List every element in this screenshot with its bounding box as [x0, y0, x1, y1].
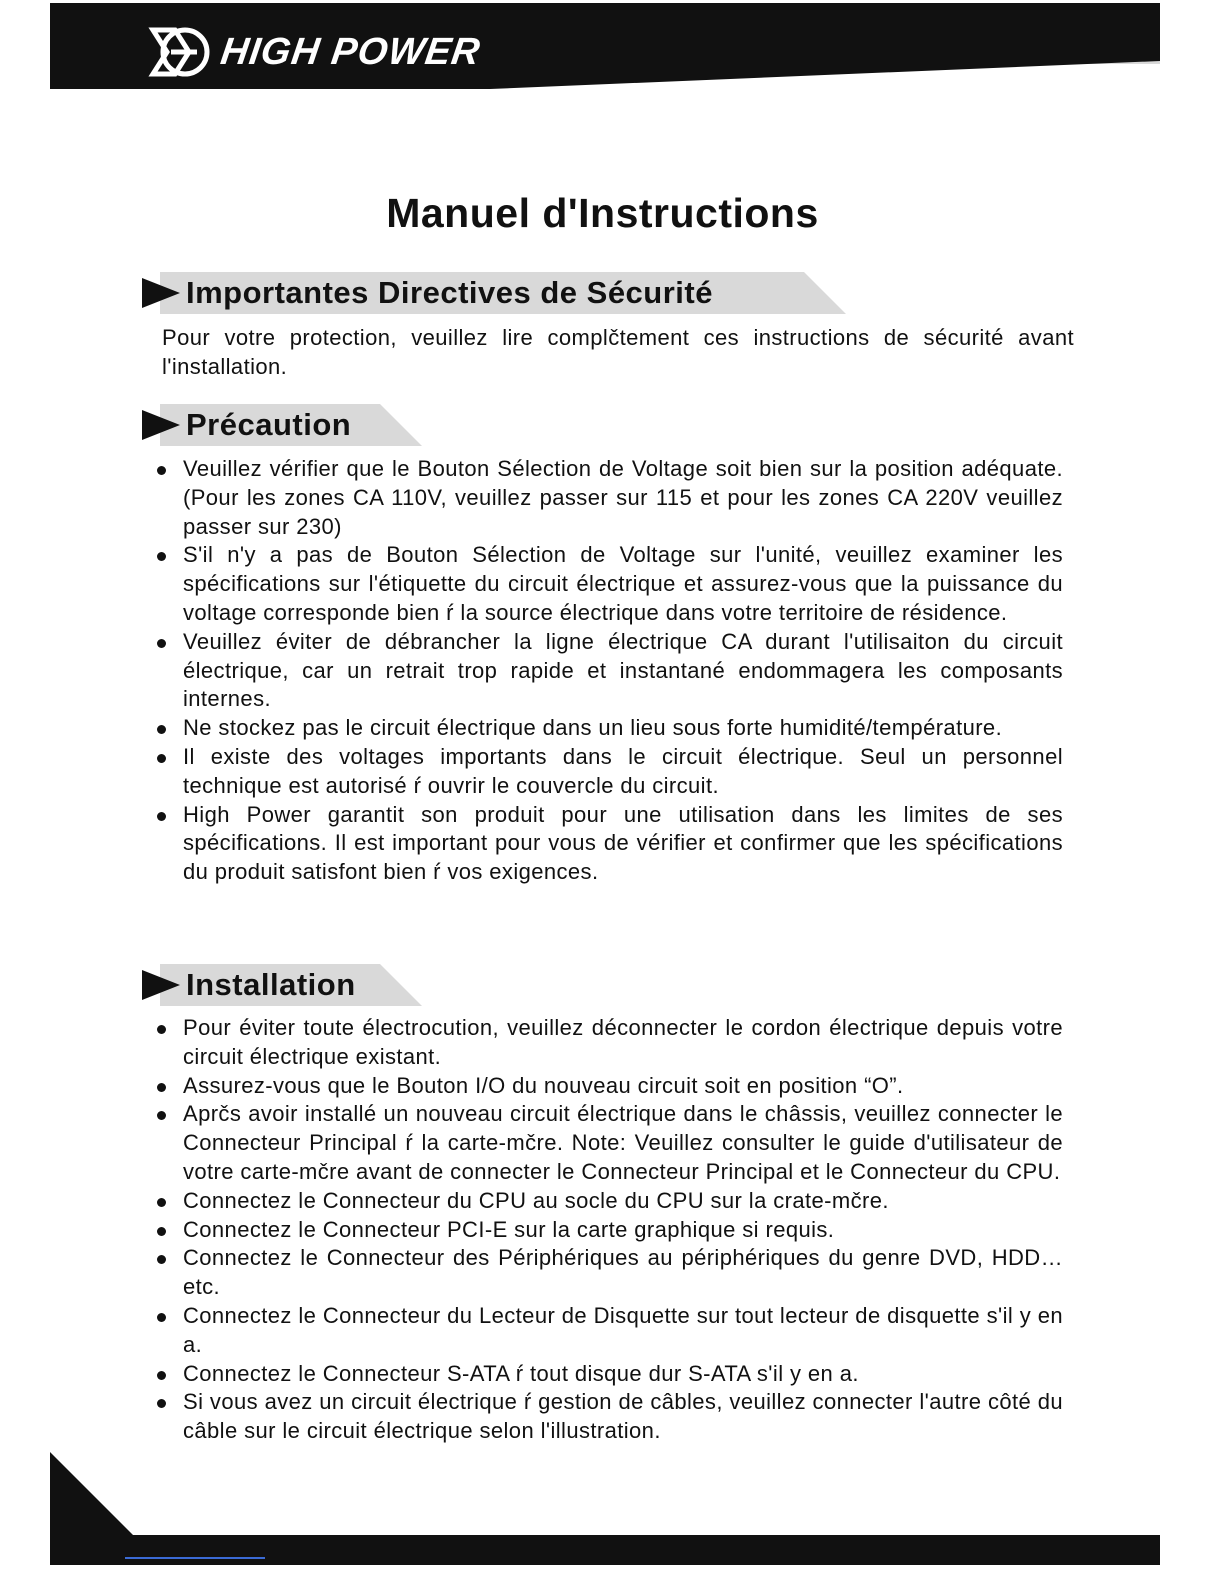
bullet-icon [157, 1255, 166, 1264]
precaution-list [155, 455, 1063, 887]
page-title: Manuel d'Instructions [386, 190, 819, 236]
footer-bar [50, 1535, 1160, 1565]
list-item-text: Connectez le Connecteur du Lecteur de Disquette sur tout lecteur de disquette s'il y en a. [183, 1302, 1063, 1357]
list-item [155, 1072, 1063, 1101]
bullet-icon [157, 1083, 166, 1092]
list-item [155, 1216, 1063, 1245]
list-item [155, 1360, 1063, 1389]
footer-corner-triangle [50, 1452, 140, 1542]
bullet-icon [157, 1371, 166, 1380]
list-item-text: Pour éviter toute électrocution, veuillez déconnecter le cordon électrique depuis votre circuit électrique existant. [183, 1015, 1063, 1069]
bullet-icon [157, 1111, 166, 1120]
brand-logo [145, 22, 484, 82]
bullet-icon [157, 466, 166, 475]
list-item-text: Connectez le Connecteur PCI-E sur la carte graphique si requis. [183, 1216, 835, 1242]
arrow-right-icon [142, 410, 180, 440]
list-item-text: Connectez le Connecteur S-ATA ŕ tout disque dur S-ATA s'il y en a. [183, 1360, 859, 1386]
section-heading-label: Importantes Directives de Sécurité [186, 275, 713, 310]
list-item-text: Si vous avez un circuit électrique ŕ gestion de câbles, veuillez connecter l'autre côté du câble sur le circuit électrique selon l'illustration. [183, 1389, 1063, 1444]
arrow-right-icon [142, 970, 180, 1000]
list-item-text: Il existe des voltages importants dans le circuit électrique. Seul un personnel technique est autorisé ŕ ouvrir le couvercle du circuit. [183, 743, 1063, 798]
arrow-right-icon [142, 278, 180, 308]
section-heading-safety [142, 272, 713, 314]
list-item-text: S'il n'y a pas de Bouton Sélection de Voltage sur l'unité, veuillez examiner les spécifications sur l'étiquette du circuit électrique et assurez-vous que la puissance du voltage corresponde bien ŕ la source électrique dans votre territoire de résidence. [183, 542, 1063, 625]
list-item [155, 1014, 1063, 1072]
list-item [155, 455, 1063, 541]
list-item-text: High Power garantit son produit pour une utilisation dans les limites de ses spécifications. Il est important pour vous de vérifier et confirmer que les spécifications du produit satisfont bien ŕ vos exigences. [183, 801, 1063, 885]
list-item-text: Veuillez éviter de débrancher la ligne électrique CA durant l'utilisaiton du circuit électrique, car un retrait trop rapide et instantané endommagera les composants internes. [183, 628, 1063, 712]
bullet-icon [157, 552, 166, 561]
bullet-icon [157, 812, 166, 821]
list-item [155, 628, 1063, 714]
bullet-icon [157, 754, 166, 763]
bullet-icon [157, 725, 166, 734]
safety-intro-text: Pour votre protection, veuillez lire complčtement ces instructions de sécurité avant l'installation. [162, 325, 1074, 379]
list-item-text: Ne stockez pas le circuit électrique dans un lieu sous forte humidité/température. [183, 715, 1003, 741]
footer-accent-line [125, 1557, 265, 1559]
list-item [155, 1302, 1063, 1360]
list-item-text: Aprčs avoir installé un nouveau circuit électrique dans le châssis, veuillez connecter le Connecteur Principal ŕ la carte-mčre. Note: Veuillez consulter le guide d'utilisateur de votre carte-mčre avant de connecter le Connecteur Principal et le Connecteur du CPU. [183, 1101, 1063, 1184]
section-heading-installation [142, 964, 356, 1006]
list-item [155, 1244, 1063, 1302]
brand-name: HIGH POWER [218, 30, 484, 73]
list-item [155, 1187, 1063, 1216]
list-item-text: Connectez le Connecteur du CPU au socle du CPU sur la crate-mčre. [183, 1187, 889, 1213]
installation-list [155, 1014, 1063, 1446]
list-item [155, 1100, 1063, 1186]
list-item [155, 1388, 1063, 1446]
bullet-icon [157, 1025, 166, 1034]
section-heading-precaution [142, 404, 351, 446]
list-item [155, 743, 1063, 801]
list-item [155, 541, 1063, 627]
high-power-emblem-icon [145, 22, 215, 82]
bullet-icon [157, 1313, 166, 1322]
section-heading-label: Installation [186, 967, 356, 1002]
list-item-text: Assurez-vous que le Bouton I/O du nouveau circuit soit en position “O”. [183, 1072, 904, 1098]
list-item [155, 714, 1063, 743]
bullet-icon [157, 1227, 166, 1236]
list-item-text: Connectez le Connecteur des Périphériques au périphériques du genre DVD, HDD…etc. [183, 1245, 1063, 1300]
bullet-icon [157, 1198, 166, 1207]
bullet-icon [157, 1399, 166, 1408]
bullet-icon [157, 639, 166, 648]
list-item [155, 801, 1063, 887]
section-heading-label: Précaution [186, 407, 352, 442]
list-item-text: Veuillez vérifier que le Bouton Sélection de Voltage soit bien sur la position adéquate. (Pour les zones CA 110V, veuillez passer sur 115 et pour les zones CA 220V veuillez passer sur 230) [183, 456, 1063, 539]
